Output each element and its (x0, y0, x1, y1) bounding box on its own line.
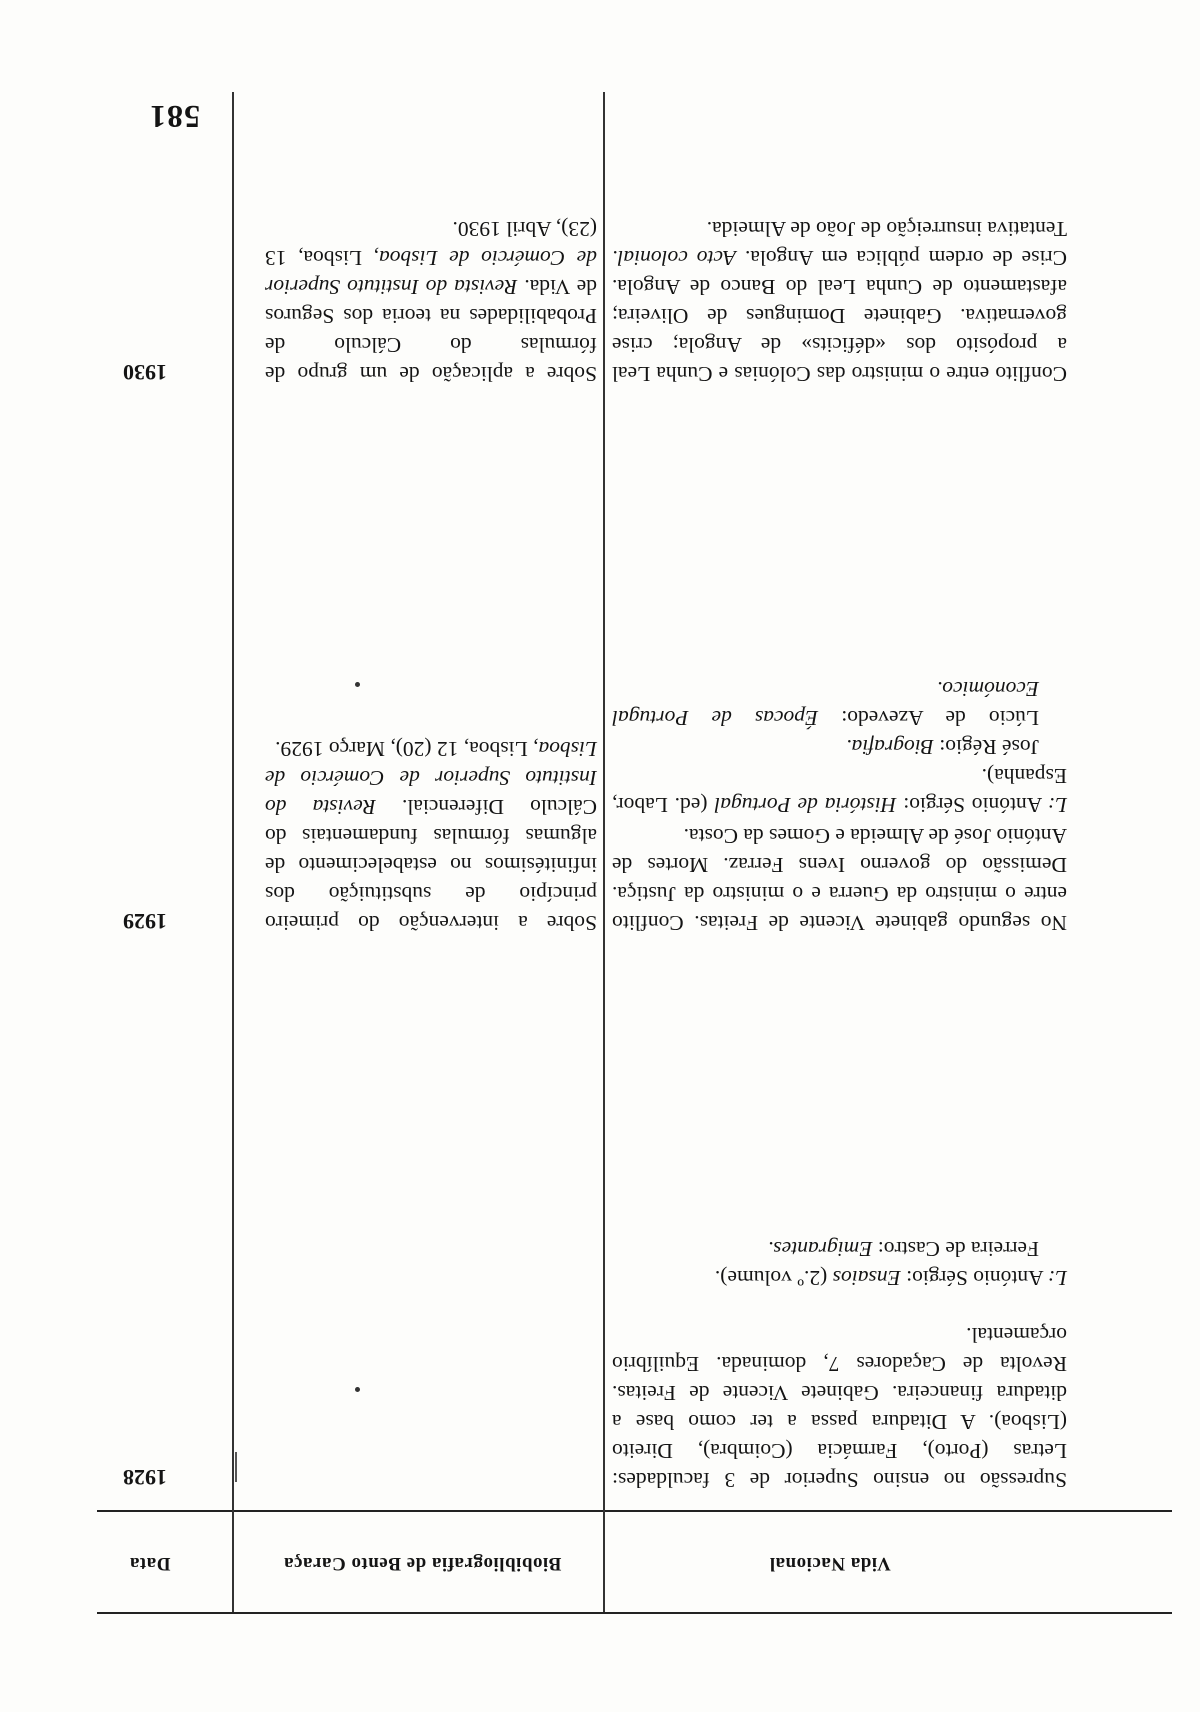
year-1928: 1928 (123, 1465, 167, 1490)
vida-text: No segundo gabinete Vicente de Freitas. Conflito entre o ministro da Guerra e o ministro da Justiça. Demissão do governo Ivens Ferraz. Mortes de António José de Almeida e Gomes da Costa. (612, 824, 1067, 935)
bib-journal: Revista do Instituto Superior de Comércio de Lisboa, (264, 246, 597, 299)
column-header-biobibliografia: Biobibliografia de Bento Caraça (283, 1553, 562, 1574)
vida-entry-1928 (612, 1234, 1067, 1494)
scan-speck (355, 682, 360, 687)
vida-entry-1930 (612, 214, 1067, 388)
vida-text: Conflito entre o ministro das Colónias e Cunha Leal a propósito dos «déficits» de Angola; crise governativa. Gabinete Domingues de Oliveira; afastamento de Cunha Leal do Banco de Angola. Crise de ordem pública em Angola. Acto colonial. Tentativa insurreição de João de Almeida. (612, 217, 1067, 386)
scan-mark (235, 1452, 237, 1482)
literature-line: José Régio: Biografia. (846, 735, 1039, 759)
bib-entry-1929 (265, 734, 597, 937)
year-1930: 1930 (123, 360, 167, 385)
vida-entry-1929 (612, 674, 1067, 937)
literature-line: L: António Sérgio: História de Portugal (ed. Labor, Espanha). (612, 764, 1067, 817)
scan-speck (355, 1387, 360, 1392)
vida-text: Supressão no ensino Superior de 3 faculdades: Letras (Porto), Farmácia (Coimbra), Direito (Lisboa). A Ditadura passa a ter como base a ditadura financeira. Gabinete Vicente de Freitas. Revolta de Caçadores 7, dominada. Equilíbrio orçamental. (612, 1323, 1067, 1492)
bib-text: Sobre a aplicação de um grupo de fórmulas do Cálculo de Probabilidades na teoria dos Seguros de Vida. (265, 275, 597, 386)
year-1929: 1929 (123, 909, 167, 934)
bib-journal: Revista do Instituto Superior de Comércio de Lisboa, (265, 737, 597, 819)
bib-text: Sobre a intervenção do primeiro princípio de substituição dos infinitésimos no estabelecimento de algumas fórmulas fundamentais do Cálculo Diferencial. (265, 795, 597, 935)
page-number: 581 (149, 99, 200, 135)
literature-line: Lúcio de Azevedo: Épocas de Portugal Económico. (612, 677, 1039, 730)
literature-line: Ferreira de Castro: Emigrantes. (767, 1237, 1039, 1261)
bib-reference: Lisboa, 12 (20), Março 1929. (275, 737, 528, 761)
column-divider-2 (232, 92, 234, 1612)
bib-reference: Lisboa, 13 (23), Abril 1930. (265, 217, 597, 270)
column-header-data: Data (129, 1553, 171, 1574)
header-bottom-rule (97, 1510, 1172, 1512)
literature-line: L: António Sérgio: Ensaios (2.º volume). (714, 1266, 1067, 1290)
header-top-rule (97, 1612, 1172, 1614)
column-divider-1 (603, 92, 605, 1612)
bib-entry-1930 (265, 214, 597, 388)
column-header-vida-nacional: Vida Nacional (769, 1553, 891, 1574)
